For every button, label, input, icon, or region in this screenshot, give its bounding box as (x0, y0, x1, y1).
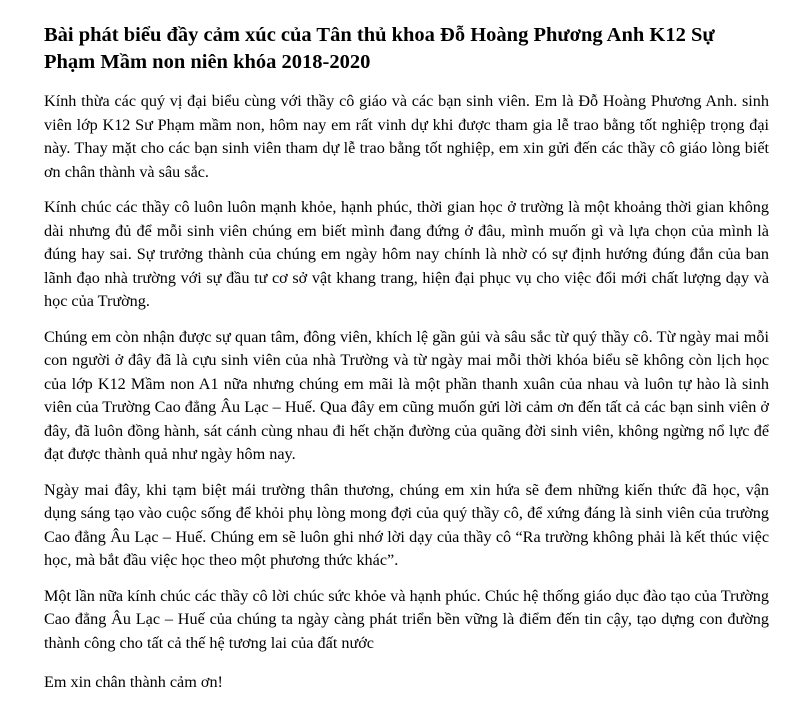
paragraph-final-wishes: Một lần nữa kính chúc các thầy cô lời chúc sức khỏe và hạnh phúc. Chúc hệ thống giáo dục đào tạo của Trường Cao đẳng Âu Lạc – Huế của chúng ta ngày càng phát triển bền vững là điểm đến tin cậy, tạo dựng con đường thành công cho tất cả thế hệ tương lai của đất nước (44, 586, 769, 652)
document-body (44, 22, 769, 707)
closing-line: Em xin chân thành cảm ơn! (44, 673, 223, 691)
paragraph-greeting: Kính thừa các quý vị đại biểu cùng với thầy cô giáo và các bạn sinh viên. Em là Đỗ Hoàng Phương Anh. sinh viên lớp K12 Sư Phạm mầm non, hôm nay em rất vinh dự khi được tham gia lễ trao bằng tốt nghiệp trọng đại này. Thay mặt cho các bạn sinh viên tham dự lễ trao bằng tốt nghiệp, em xin gửi đến các thầy cô giáo lòng biết ơn chân thành và sâu sắc. (44, 92, 769, 181)
paragraph-wishes: Kính chúc các thầy cô luôn luôn mạnh khỏe, hạnh phúc, thời gian học ở trường là một khoảng thời gian không dài nhưng đủ để mỗi sinh viên chúng em biết mình đang đứng ở đâu, mình muốn gì và lựa chọn của mình là đúng hay sai. Sự trưởng thành của chúng em ngày hôm nay chính là nhờ có sự định hướng đúng đắn của ban lãnh đạo nhà trường với sự đầu tư cơ sở vật khang trang, hiện đại phục vụ cho việc đổi mới chất lượng dạy và học của Trường. (44, 198, 769, 310)
document-title: Bài phát biểu đầy cảm xúc của Tân thủ khoa Đỗ Hoàng Phương Anh K12 Sự Phạm Mầm non niên khóa 2018-2020 (44, 24, 715, 73)
paragraph-gratitude: Chúng em còn nhận được sự quan tâm, đông viên, khích lệ gần gủi và sâu sắc từ quý thầy cô. Từ ngày mai mỗi con người ở đây đã là cựu sinh viên của nhà Trường và từ ngày mai mỗi thời khóa biểu sẽ không còn lịch học của lớp K12 Mầm non A1 nữa nhưng chúng em mãi là một phần thanh xuân của nhau và luôn tự hào là sinh viên của Trường Cao đẳng Âu Lạc – Huế. Qua đây em cũng muốn gửi lời cảm ơn đến tất cả các bạn sinh viên ở đây, đã luôn đồng hành, sát cánh cùng nhau đi hết chặn đường của quãng đời sinh viên, không ngừng nổ lực để đạt được thành quả như ngày hôm nay. (44, 327, 769, 463)
paragraph-promise: Ngày mai đây, khi tạm biệt mái trường thân thương, chúng em xin hứa sẽ đem những kiến thức đã học, vận dụng sáng tạo vào cuộc sống để khỏi phụ lòng mong đợi của quý thầy cô, để xứng đáng là sinh viên của trường Cao đẳng Âu Lạc – Huế. Chúng em sẽ luôn ghi nhớ lời dạy của thầy cô “Ra trường không phải là kết thúc việc học, mà bắt đầu việc học theo một phương thức khác”. (44, 480, 769, 569)
